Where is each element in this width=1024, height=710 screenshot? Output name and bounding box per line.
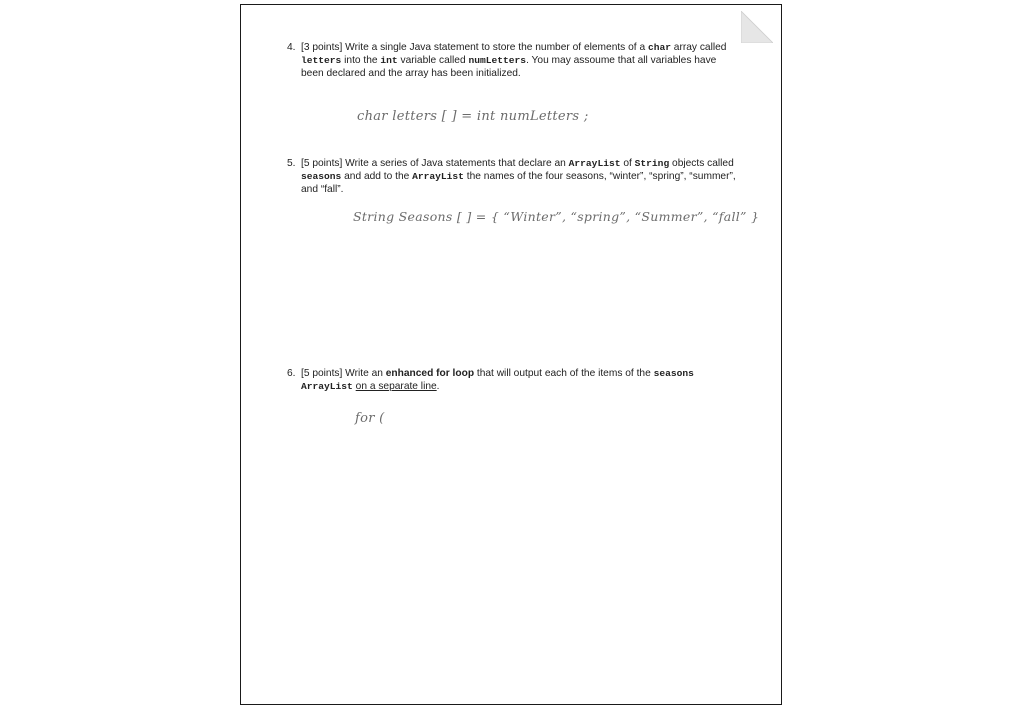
exam-page	[240, 4, 782, 705]
code-term: ArrayList	[301, 381, 353, 392]
code-term: seasons	[653, 368, 694, 379]
handwritten-answer-6: for (	[355, 411, 385, 426]
code-term: seasons	[301, 171, 342, 182]
code-term: char	[647, 42, 671, 53]
code-term: ArrayList	[568, 158, 621, 169]
question-4: 4. [3 points] Write a single Java statement to store the number of elements of a char array called letters into the int variable called numLetters. You may assoume that all variables have been declared and the array has been initialized.	[287, 42, 727, 79]
question-number: 6.	[287, 368, 296, 379]
bold-term: enhanced for loop	[385, 368, 475, 379]
question-points: [5 points]	[301, 158, 343, 169]
code-term: ArrayList	[412, 171, 464, 182]
question-5: 5. [5 points] Write a series of Java statements that declare an ArrayList of String objects called seasons and add to the ArrayList the names of the four seasons, “winter”, “spring”, “summer”, and “fall”.	[287, 158, 736, 195]
code-term: numLetters	[468, 55, 527, 66]
code-term: letters	[301, 55, 342, 66]
underlined-phrase: on a separate line	[355, 381, 437, 392]
question-6: 6. [5 points] Write an enhanced for loop that will output each of the items of the seasons ArrayList on a separate line.	[287, 368, 694, 392]
question-number: 4.	[287, 42, 296, 53]
question-points: [3 points]	[301, 42, 343, 53]
question-number: 5.	[287, 158, 296, 169]
code-term: String	[634, 158, 670, 169]
handwritten-answer-4: char letters [ ] = int numLetters ;	[357, 109, 589, 124]
handwritten-answer-5: String Seasons [ ] = { “Winter”, “spring”, “Summer”, “fall” }	[353, 209, 760, 224]
question-points: [5 points]	[301, 368, 343, 379]
code-term: int	[380, 55, 398, 66]
page-fold-corner	[741, 11, 773, 43]
